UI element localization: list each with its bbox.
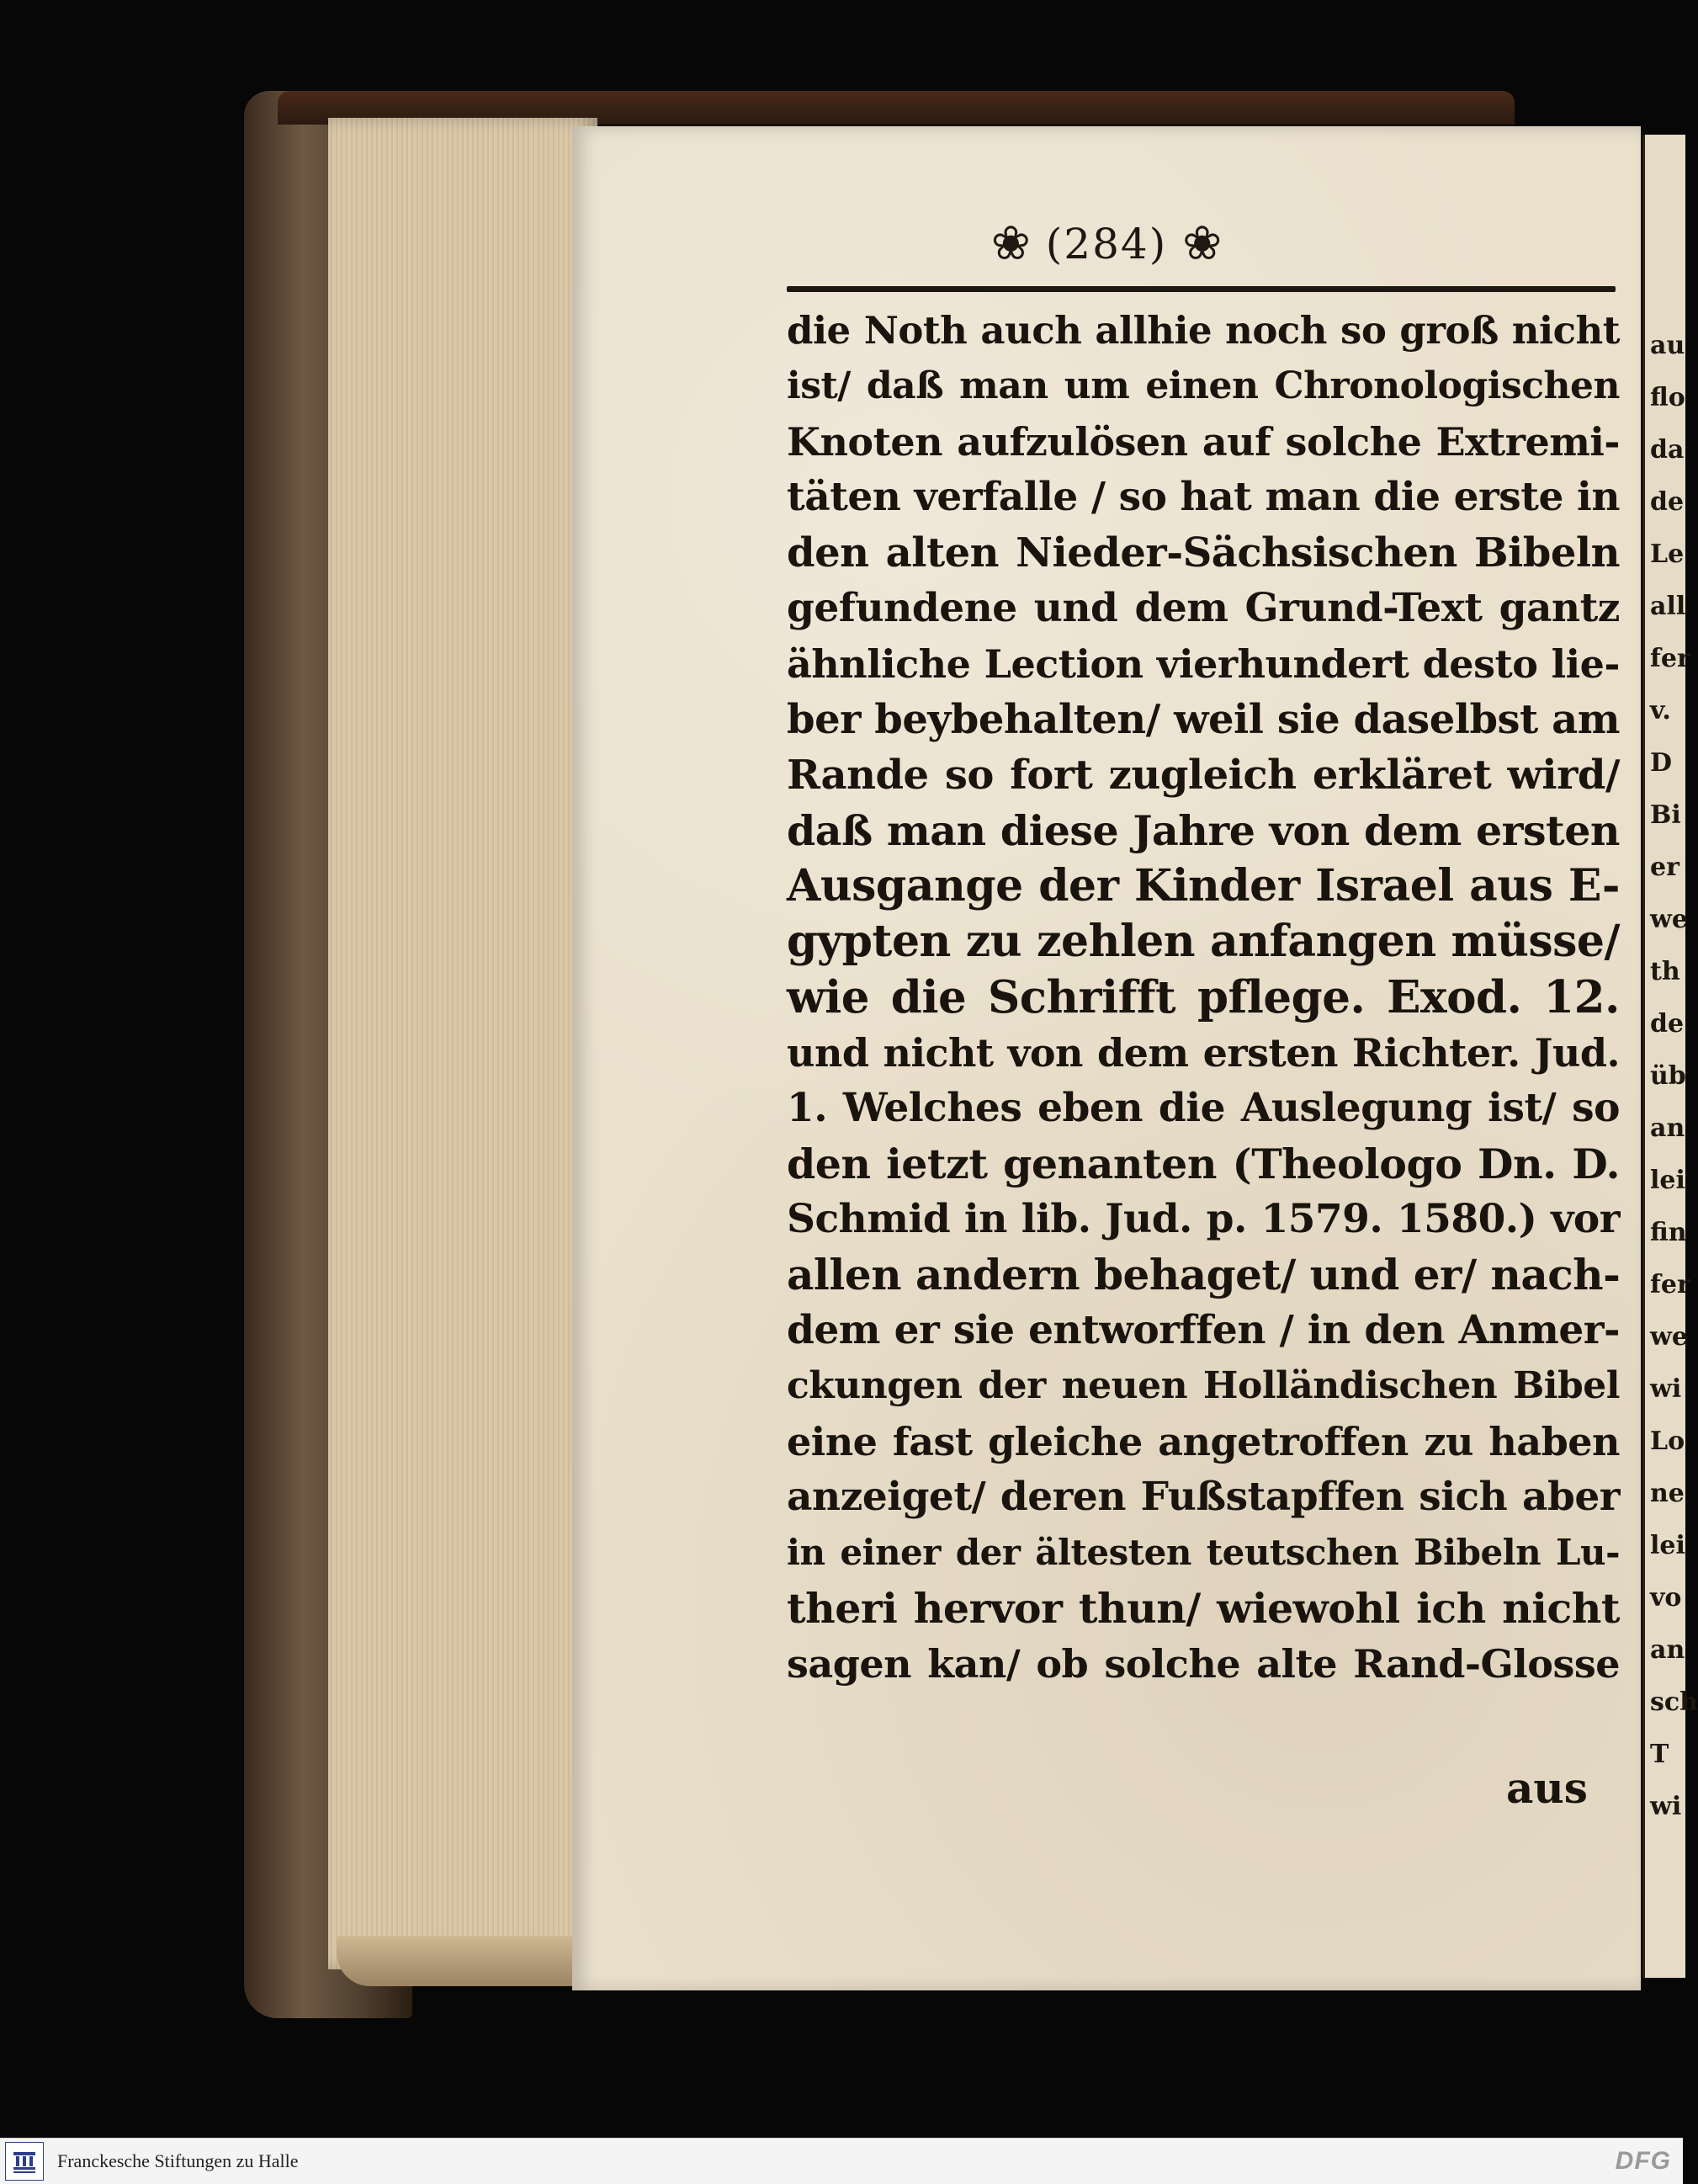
- next-page-fragment: all: [1650, 592, 1686, 621]
- next-page-fragment: T: [1650, 1740, 1669, 1769]
- text-line: daß man diese Jahre von dem ersten: [787, 806, 1620, 855]
- text-line: den alten Nieder-Sächsischen Bibeln: [787, 529, 1620, 577]
- next-page-fragment: vo: [1650, 1583, 1682, 1613]
- text-line: theri hervor thun/ wiewohl ich nicht: [787, 1584, 1620, 1633]
- next-page-fragment: fin: [1650, 1218, 1687, 1247]
- next-page-fragment: de: [1650, 487, 1685, 517]
- next-page-fragment: au: [1650, 331, 1685, 360]
- next-page-edge: [1642, 135, 1698, 1978]
- next-page-fragment: Le: [1650, 539, 1685, 569]
- next-page-fragment: flo: [1650, 383, 1685, 412]
- institution-link[interactable]: Franckesche Stiftungen zu Halle: [57, 2150, 299, 2171]
- page-number: (284): [1045, 220, 1168, 268]
- flower-ornament-right-icon: ❀: [1182, 216, 1223, 271]
- header-rule: [787, 286, 1616, 292]
- institution-logo-icon[interactable]: [5, 2142, 44, 2181]
- next-page-fragment: lei: [1650, 1531, 1685, 1560]
- text-line: wie die Schrifft pflege. Exod. 12.: [787, 971, 1620, 1023]
- body-text: [787, 303, 1620, 1692]
- text-line: anzeiget/ deren Fußstapffen sich aber: [787, 1474, 1620, 1520]
- next-page-fragment: wi: [1650, 1374, 1682, 1404]
- next-page-fragment: da: [1650, 435, 1685, 465]
- next-page-fragment: wi: [1650, 1792, 1682, 1821]
- text-line: ckungen der neuen Holländischen Bibel: [787, 1364, 1620, 1407]
- text-line: gypten zu zehlen anfangen müsse/: [787, 916, 1620, 967]
- next-page-fragments: [1645, 320, 1698, 1833]
- next-page-fragment: th: [1650, 957, 1680, 986]
- text-line: dem er sie entworffen / in den Anmer-: [787, 1307, 1620, 1353]
- text-line: sagen kan/ ob solche alte Rand-Glosse: [787, 1641, 1620, 1687]
- next-page-fragment: fer: [1650, 644, 1690, 673]
- text-line: täten verfalle / so hat man die erste in: [787, 474, 1620, 520]
- next-page-fragment: lei: [1650, 1166, 1685, 1195]
- next-page-fragment: er: [1650, 853, 1679, 882]
- page-header: [778, 215, 1435, 274]
- dfg-logo[interactable]: DFG: [1615, 2147, 1671, 2175]
- page-block-edge: [328, 118, 597, 1969]
- text-line: eine fast gleiche angetroffen zu haben: [787, 1419, 1620, 1464]
- next-page-fragment: ne: [1650, 1479, 1685, 1508]
- next-page-fragment: fer: [1650, 1270, 1690, 1299]
- text-line: die Noth auch allhie noch so groß nicht: [787, 308, 1620, 353]
- next-page-fragment: sch: [1650, 1687, 1698, 1717]
- text-line: gefundene und dem Grund-Text gantz: [787, 585, 1620, 631]
- catchword: aus: [1506, 1763, 1588, 1813]
- text-line: Schmid in lib. Jud. p. 1579. 1580.) vor: [787, 1196, 1620, 1242]
- next-page-fragment: an: [1650, 1113, 1685, 1143]
- next-page-fragment: v.: [1650, 696, 1671, 725]
- next-page-fragment: Bi: [1650, 800, 1681, 830]
- text-line: und nicht von dem ersten Richter. Jud.: [787, 1030, 1620, 1076]
- viewer-footer: [0, 2138, 1683, 2184]
- next-page-fragment: D: [1650, 748, 1673, 778]
- text-line: Rande so fort zugleich erkläret wird/: [787, 752, 1620, 799]
- next-page-fragment: üb: [1650, 1061, 1686, 1091]
- text-line: ist/ daß man um einen Chronologischen: [787, 364, 1620, 407]
- next-page-fragment: Lo: [1650, 1427, 1685, 1456]
- flower-ornament-left-icon: ❀: [990, 216, 1031, 271]
- text-line: den ietzt genanten (Theologo Dn. D.: [787, 1140, 1620, 1188]
- next-page-fragment: we: [1650, 1322, 1688, 1352]
- next-page-fragment: we: [1650, 905, 1688, 934]
- next-page-fragment: de: [1650, 1009, 1685, 1039]
- text-line: allen andern behaget/ und er/ nach-: [787, 1250, 1621, 1299]
- text-line: ähnliche Lection vierhundert desto lie-: [787, 641, 1620, 687]
- text-line: Ausgange der Kinder Israel aus E-: [787, 860, 1620, 911]
- text-line: Knoten aufzulösen auf solche Extremi-: [787, 419, 1620, 465]
- text-line: ber beybehalten/ weil sie daselbst am: [787, 696, 1620, 743]
- text-line: 1. Welches eben die Auslegung ist/ so: [787, 1085, 1620, 1131]
- next-page-fragment: an: [1650, 1635, 1685, 1665]
- text-line: in einer der ältesten teutschen Bibeln Lu-: [787, 1532, 1620, 1573]
